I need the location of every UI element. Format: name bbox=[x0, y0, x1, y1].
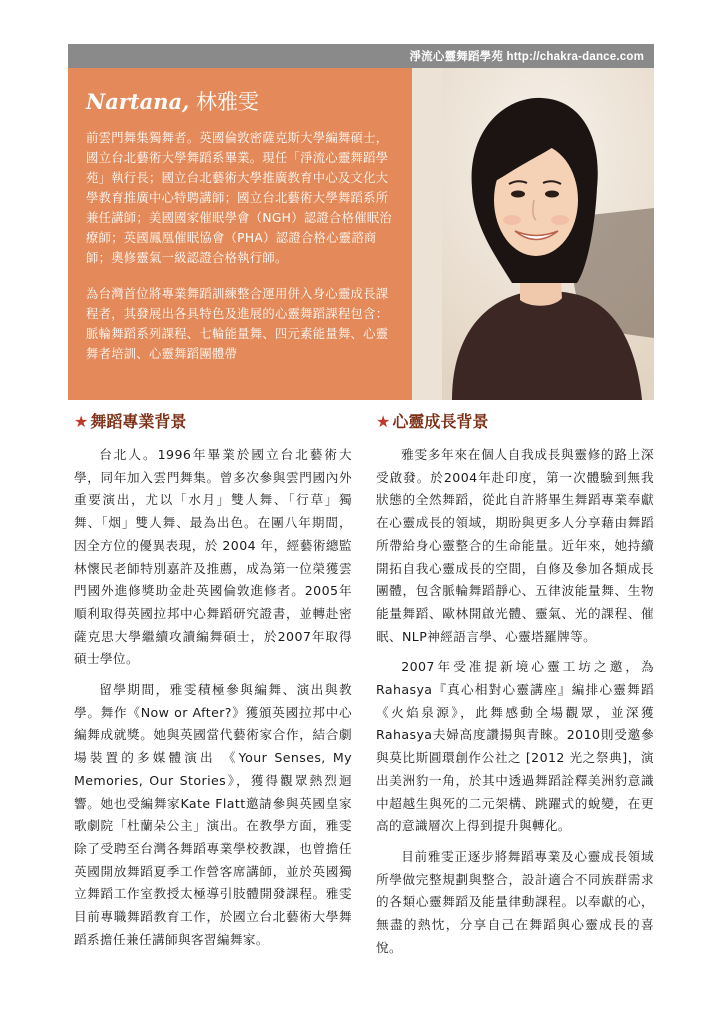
spirit-paragraph-1: 雅雯多年來在個人自我成長與靈修的路上深受啟發。於2004年赴印度，第一次體驗到無我狀態的全然舞蹈，從此自許將畢生舞蹈專業奉獻在心靈成長的領域，期盼與更多人分享藉由舞蹈所帶給身心靈整合的生命能量。近年來，她持續開拓自我心靈成長的空間，自修及參加各類成長團體，包含脈輪舞蹈靜心、五律波能量舞、生物能量舞蹈、歐林開啟光體、靈氣、光的課程、催眠、NLP神經語言學、心靈塔羅牌等。 bbox=[376, 447, 654, 644]
profile-name bbox=[86, 90, 396, 114]
site-name-url: 淨流心靈舞蹈學苑 http://chakra-dance.com bbox=[409, 51, 644, 63]
dance-paragraph-2: 留學期間，雅雯積極參與編舞、演出與教學。舞作《Now or After?》獲頒英國拉邦中心編舞成就獎。她與英國當代藝術家合作，結合劇場裝置的多媒體演出 《Your Senses, My Memories, Our Stories》，獲得觀眾熱烈迴響。她也受編舞家Kate Flatt邀請參與英國皇家歌劇院「杜蘭朵公主」演出。在教學方面，雅雯除了受聘至台灣各舞蹈專業學校教課，也曾擔任英國開放舞蹈夏季工作營客席講師，並於英國獨立舞蹈工作室教授太極導引肢體開發課程。雅雯目前專職舞蹈教育工作，於國立台北藝術大學舞蹈系擔任兼任講師與客習編舞家。 bbox=[74, 682, 352, 947]
section-title: 心靈成長背景 bbox=[392, 412, 489, 431]
name-chinese: 林雅雯 bbox=[196, 90, 260, 114]
star-icon: ★ bbox=[74, 412, 89, 431]
profile-hero bbox=[68, 68, 654, 400]
bio-paragraph-credentials: 前雲門舞集獨舞者。英國倫敦密薩克斯大學編舞碩士，國立台北藝術大學舞蹈系畢業。現任「淨流心靈舞蹈學苑」執行長；國立台北藝術大學推廣教育中心及文化大學教育推廣中心特聘講師；國立台北藝術大學舞蹈系所兼任講師；美國國家催眠學會（NGH）認證合格催眠治療師；英國鳳凰催眠協會（PHA）認證合格心靈諮商師；奧修靈氣一級認證合格執行師。 bbox=[86, 131, 393, 265]
bio-paragraph-courses: 為台灣首位將專業舞蹈訓練整合運用併入身心靈成長課程者，其發展出各具特色及進展的心靈舞蹈課程包含：脈輪舞蹈系列課程、七輪能量舞、四元素能量舞、心靈舞者培訓、心靈舞蹈團體帶 bbox=[86, 287, 389, 361]
bio-panel bbox=[68, 68, 412, 400]
spirit-paragraph-2: 2007年受准提新境心靈工坊之邀，為Rahasya『真心相對心靈講座』編排心靈舞蹈《火焰泉源》，此舞感動全場觀眾，並深獲Rahasya夫婦高度讚揚與青睞。2010則受邀參與莫比斯圓環創作公社之 [2012 光之祭典]，演出美洲豹一角，於其中透過舞蹈詮釋美洲豹意識中超越生與死的二元架構、跳躍式的蛻變，在更高的意識層次上得到提升與轉化。 bbox=[376, 659, 654, 834]
portrait-photo bbox=[412, 68, 654, 400]
dance-paragraph-1: 台北人。1996年畢業於國立台北藝術大學，同年加入雲門舞集。曾多次參與雲門國內外重要演出，尤以「水月」雙人舞、「行草」獨舞、「烟」雙人舞、最為出色。在團八年期間，因全方位的優異表現，於 2004 年，經藝術總監林懷民老師特別嘉許及推薦，成為第一位榮獲雲門國外進修獎助金赴英國倫敦進修者。2005年順利取得英國拉邦中心舞蹈研究證書，並轉赴密薩克思大學繼續攻讀編舞碩士，於2007年取得碩士學位。 bbox=[74, 447, 352, 667]
spirit-paragraph-3: 目前雅雯正逐步將舞蹈專業及心靈成長領域所學做完整規劃與整合，設計適合不同族群需求的各類心靈舞蹈及能量律動課程。以奉獻的心，無盡的熱忱，分享自己在舞蹈與心靈成長的喜悅。 bbox=[376, 848, 654, 955]
name-english: Nartana, bbox=[86, 89, 190, 114]
star-icon: ★ bbox=[376, 412, 391, 431]
section-heading-spirit bbox=[376, 412, 654, 432]
section-title: 舞蹈專業背景 bbox=[90, 412, 187, 431]
spiritual-growth-section bbox=[376, 412, 654, 967]
portrait-illustration bbox=[412, 68, 654, 400]
section-heading-dance bbox=[74, 412, 352, 432]
header-bar bbox=[68, 44, 654, 68]
dance-background-section bbox=[74, 412, 352, 959]
